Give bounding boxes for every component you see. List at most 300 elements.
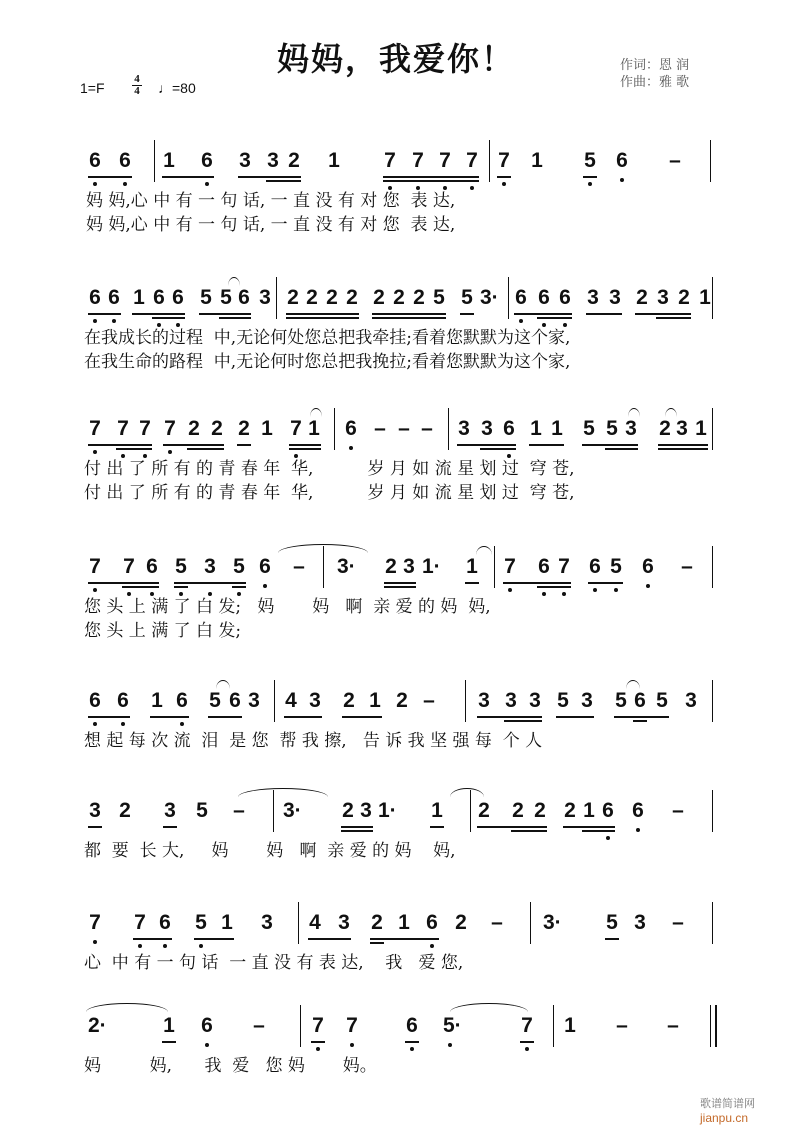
beam-underline: [174, 586, 188, 588]
beam-underline: [187, 448, 224, 450]
note: –: [616, 1014, 628, 1037]
barline: [494, 546, 495, 588]
note: 2: [343, 689, 355, 712]
final-barline-thick: [715, 1005, 717, 1047]
note: 3: [529, 689, 541, 712]
note: 5: [195, 911, 207, 934]
note: 7: [312, 1014, 324, 1037]
note: 2: [306, 286, 318, 309]
note: 3: [338, 911, 350, 934]
note: 3: [164, 799, 176, 822]
note: 3: [478, 689, 490, 712]
beam-underline: [311, 1041, 325, 1043]
lower-octave-dot: [646, 584, 650, 588]
note: 3·: [283, 799, 302, 822]
note: 7: [558, 555, 570, 578]
beam-underline: [383, 180, 479, 182]
barline: [489, 140, 490, 182]
note: 2: [371, 911, 383, 934]
note: 2: [678, 286, 690, 309]
beam-underline: [174, 582, 246, 584]
note: 3: [587, 286, 599, 309]
note: 2: [534, 799, 546, 822]
beam-underline: [582, 830, 615, 832]
note: –: [398, 417, 410, 440]
note: 6: [201, 149, 213, 172]
note: –: [669, 149, 681, 172]
lower-octave-dot: [606, 836, 610, 840]
time-sig-bottom: 4: [132, 85, 142, 97]
note: 6: [259, 555, 271, 578]
beam-underline: [370, 942, 384, 944]
note: 6: [538, 555, 550, 578]
note: 7: [498, 149, 510, 172]
beam-underline: [163, 444, 224, 446]
beam-underline: [341, 830, 373, 832]
note: 6: [89, 286, 101, 309]
beam-underline: [537, 586, 571, 588]
beam-underline: [563, 826, 615, 828]
lyric-line: 在我生命的路程 中,无论何时您总把我挽拉;看着您默默为这个家,: [84, 352, 571, 372]
barline: [465, 680, 466, 722]
note: 5: [433, 286, 445, 309]
note: 5: [196, 799, 208, 822]
note: 2: [393, 286, 405, 309]
beam-underline: [289, 444, 321, 446]
lyric-line: 您 头 上 满 了 白 发; 妈 妈 啊 亲 爱 的 妈 妈,: [84, 597, 491, 617]
note: –: [491, 911, 503, 934]
beam-underline: [605, 448, 638, 450]
beam-underline: [150, 716, 189, 718]
beam-underline: [232, 586, 246, 588]
note: 2: [119, 799, 131, 822]
note: 2: [373, 286, 385, 309]
note: 6: [616, 149, 628, 172]
note: 5: [200, 286, 212, 309]
note: 6: [108, 286, 120, 309]
note: 1: [551, 417, 563, 440]
beam-underline: [537, 317, 572, 319]
barline: [710, 140, 711, 182]
lower-octave-dot: [508, 588, 512, 592]
slur: [216, 680, 230, 689]
note: 2: [512, 799, 524, 822]
tempo-marking: ♩=80: [158, 80, 196, 96]
time-signature: [132, 74, 142, 97]
note: 5: [583, 417, 595, 440]
note: 3: [609, 286, 621, 309]
note: 7: [164, 417, 176, 440]
barline: [274, 680, 275, 722]
beam-underline: [372, 313, 446, 315]
lower-octave-dot: [410, 1047, 414, 1051]
note: 2: [188, 417, 200, 440]
note: 1: [308, 417, 320, 440]
note: 2: [659, 417, 671, 440]
note: 2·: [88, 1014, 107, 1037]
beam-underline: [477, 826, 547, 828]
beam-underline: [88, 826, 102, 828]
beam-underline: [286, 317, 359, 319]
slur: [228, 277, 240, 286]
note: 6: [89, 149, 101, 172]
slur: [238, 788, 328, 797]
note: 1: [564, 1014, 576, 1037]
watermark-en: jianpu.cn: [700, 1111, 749, 1125]
beam-underline: [284, 716, 322, 718]
note: 6: [238, 286, 250, 309]
note: 6: [642, 555, 654, 578]
note: 1: [151, 689, 163, 712]
note: –: [672, 799, 684, 822]
note: 3: [625, 417, 637, 440]
note: 3: [657, 286, 669, 309]
note: –: [423, 689, 435, 712]
note: 6: [172, 286, 184, 309]
barline: [300, 1005, 301, 1047]
beam-underline: [635, 313, 691, 315]
barline: [712, 277, 713, 319]
note: 3: [634, 911, 646, 934]
beam-underline: [286, 313, 359, 315]
note: 5: [220, 286, 232, 309]
note: 2: [288, 149, 300, 172]
beam-underline: [162, 1041, 176, 1043]
beam-underline: [289, 448, 321, 450]
barline: [712, 790, 713, 832]
beam-underline: [465, 582, 479, 584]
lyric-line: 妈 妈, 我 爱 您 妈 妈。: [84, 1056, 377, 1076]
lower-octave-dot: [614, 588, 618, 592]
slur: [476, 546, 492, 555]
note: 5: [615, 689, 627, 712]
beam-underline: [88, 716, 130, 718]
beam-underline: [477, 716, 542, 718]
note: 6: [146, 555, 158, 578]
watermark-cn: 歌谱简谱网: [700, 1097, 755, 1110]
beam-underline: [266, 180, 301, 182]
beam-underline: [162, 176, 214, 178]
slur: [665, 408, 677, 417]
note: 2: [238, 417, 250, 440]
note: 7: [134, 911, 146, 934]
lower-octave-dot: [636, 828, 640, 832]
lower-octave-dot: [620, 178, 624, 182]
note: 1: [163, 1014, 175, 1037]
credits: [620, 57, 689, 91]
lower-octave-dot: [525, 1047, 529, 1051]
lower-octave-dot: [350, 1043, 354, 1047]
lower-octave-dot: [448, 1043, 452, 1047]
beam-underline: [529, 444, 564, 446]
note: 3: [259, 286, 271, 309]
beam-underline: [582, 444, 638, 446]
beam-underline: [152, 317, 185, 319]
barline: [712, 546, 713, 588]
lower-octave-dot: [470, 186, 474, 190]
note: 7: [117, 417, 129, 440]
note: 1: [369, 689, 381, 712]
note: 7: [346, 1014, 358, 1037]
note: –: [233, 799, 245, 822]
beam-underline: [372, 317, 446, 319]
note: 2: [413, 286, 425, 309]
song-title: 妈妈，我爱你！: [276, 40, 515, 78]
note: 6: [117, 689, 129, 712]
beam-underline: [238, 176, 301, 178]
beam-underline: [88, 582, 159, 584]
beam-underline: [383, 176, 479, 178]
beam-underline: [497, 176, 511, 178]
beam-underline: [194, 938, 234, 940]
note: 6: [89, 689, 101, 712]
note: 3: [676, 417, 688, 440]
note: 3·: [543, 911, 562, 934]
note: 5: [233, 555, 245, 578]
barline: [712, 902, 713, 944]
note: 6: [229, 689, 241, 712]
note: 1·: [422, 555, 441, 578]
note: 5: [656, 689, 668, 712]
barline: [530, 902, 531, 944]
lower-octave-dot: [93, 940, 97, 944]
beam-underline: [88, 176, 132, 178]
note: 4: [285, 689, 297, 712]
note: 6: [345, 417, 357, 440]
beam-underline: [163, 826, 177, 828]
barline: [334, 408, 335, 450]
lower-octave-dot: [593, 588, 597, 592]
note: 1: [431, 799, 443, 822]
barline: [712, 680, 713, 722]
lower-octave-dot: [562, 592, 566, 596]
beam-underline: [656, 317, 691, 319]
beam-underline: [405, 1041, 419, 1043]
note: 7: [504, 555, 516, 578]
note: 6: [503, 417, 515, 440]
note: 6: [589, 555, 601, 578]
beam-underline: [480, 448, 516, 450]
note: 6: [538, 286, 550, 309]
note: 1: [133, 286, 145, 309]
lower-octave-dot: [502, 182, 506, 186]
beam-underline: [208, 716, 242, 718]
beam-underline: [460, 313, 474, 315]
beam-underline: [384, 582, 416, 584]
beam-underline: [384, 586, 416, 588]
slur: [86, 1003, 168, 1012]
beam-underline: [614, 716, 669, 718]
note: 3: [685, 689, 697, 712]
note: 1: [163, 149, 175, 172]
barline: [712, 408, 713, 450]
note: 2: [385, 555, 397, 578]
lyric-line: 想 起 每 次 流 泪 是 您 帮 我 擦, 告 诉 我 坚 强 每 个 人: [84, 731, 543, 751]
note: 1·: [378, 799, 397, 822]
note: 5: [209, 689, 221, 712]
lower-octave-dot: [205, 1043, 209, 1047]
barline: [508, 277, 509, 319]
note: 1: [466, 555, 478, 578]
note: 7: [89, 417, 101, 440]
barline: [448, 408, 449, 450]
note: 5·: [443, 1014, 462, 1037]
beam-underline: [514, 313, 572, 315]
composer: 作曲：雅 歌: [620, 75, 690, 90]
note: 6: [632, 799, 644, 822]
beam-underline: [88, 313, 121, 315]
note: 2: [455, 911, 467, 934]
note: 3: [204, 555, 216, 578]
beam-underline: [341, 826, 373, 828]
note: 6: [426, 911, 438, 934]
note: 6: [602, 799, 614, 822]
note: 3: [403, 555, 415, 578]
beam-underline: [583, 176, 597, 178]
slur: [278, 544, 368, 553]
note: 7: [123, 555, 135, 578]
note: 2: [342, 799, 354, 822]
time-sig-top: 4: [134, 73, 140, 85]
beam-underline: [658, 444, 708, 446]
beam-underline: [122, 586, 159, 588]
note: 3: [309, 689, 321, 712]
note: 5: [606, 417, 618, 440]
note: 2: [478, 799, 490, 822]
barline: [298, 902, 299, 944]
note: 3·: [480, 286, 499, 309]
note: 3: [458, 417, 470, 440]
beam-underline: [237, 444, 251, 446]
slur: [628, 408, 640, 417]
note: 3: [360, 799, 372, 822]
note: –: [672, 911, 684, 934]
beam-underline: [511, 830, 547, 832]
note: 5: [461, 286, 473, 309]
beam-underline: [588, 582, 623, 584]
note: 7: [139, 417, 151, 440]
note: 3: [261, 911, 273, 934]
key-signature: 1=F: [80, 80, 105, 96]
note: 2: [211, 417, 223, 440]
note: 2: [564, 799, 576, 822]
note: 1: [398, 911, 410, 934]
beam-underline: [633, 720, 647, 722]
note: 6: [159, 911, 171, 934]
beam-underline: [342, 716, 382, 718]
note: –: [293, 555, 305, 578]
note: 1: [695, 417, 707, 440]
note: 5: [557, 689, 569, 712]
final-barline: [710, 1005, 711, 1047]
lyric-line: 付 出 了 所 有 的 青 春 年 华, 岁 月 如 流 星 划 过 穹 苍,: [84, 459, 575, 479]
note: 7: [89, 555, 101, 578]
note: 6: [176, 689, 188, 712]
note: 2: [396, 689, 408, 712]
slur: [626, 680, 640, 689]
beam-underline: [586, 313, 622, 315]
beam-underline: [457, 444, 516, 446]
beam-underline: [132, 313, 185, 315]
note: 3: [89, 799, 101, 822]
note: 5: [175, 555, 187, 578]
lyric-line: 您 头 上 满 了 白 发;: [84, 621, 242, 641]
note: 3: [481, 417, 493, 440]
lower-octave-dot: [542, 592, 546, 596]
beam-underline: [556, 716, 594, 718]
note: 2: [287, 286, 299, 309]
note: 7: [466, 149, 478, 172]
lyric-line: 在我成长的过程 中,无论何处您总把我牵挂;看着您默默为这个家,: [84, 328, 571, 348]
barline: [154, 140, 155, 182]
note: 2: [636, 286, 648, 309]
lyric-line: 心 中 有 一 句 话 一 直 没 有 表 达, 我 爱 您,: [84, 953, 464, 973]
note: 1: [261, 417, 273, 440]
beam-underline: [658, 448, 708, 450]
beam-underline: [430, 826, 444, 828]
lyric-line: 付 出 了 所 有 的 青 春 年 华, 岁 月 如 流 星 划 过 穹 苍,: [84, 483, 575, 503]
note: –: [374, 417, 386, 440]
note: –: [667, 1014, 679, 1037]
note: 6: [153, 286, 165, 309]
note: 6: [406, 1014, 418, 1037]
note: 3: [581, 689, 593, 712]
note: 5: [606, 911, 618, 934]
note: 1: [531, 149, 543, 172]
note: –: [681, 555, 693, 578]
note: 7: [384, 149, 396, 172]
beam-underline: [504, 720, 542, 722]
note: 1: [221, 911, 233, 934]
beam-underline: [88, 444, 152, 446]
beam-underline: [219, 317, 251, 319]
lyric-line: 妈 妈,心 中 有 一 句 话, 一 直 没 有 对 您 表 达,: [86, 215, 456, 235]
slur: [450, 788, 484, 797]
lyric-line: 都 要 长 大, 妈 妈 啊 亲 爱 的 妈 妈,: [84, 841, 456, 861]
beam-underline: [199, 313, 251, 315]
lyricist: 作词：恩 润: [620, 58, 690, 73]
note: 2: [326, 286, 338, 309]
note: 3: [505, 689, 517, 712]
note: 6: [634, 689, 646, 712]
note: 6: [119, 149, 131, 172]
beam-underline: [116, 448, 152, 450]
note: 4: [309, 911, 321, 934]
barline: [553, 1005, 554, 1047]
note: 1: [530, 417, 542, 440]
note: 6: [559, 286, 571, 309]
barline: [276, 277, 277, 319]
beam-underline: [370, 938, 439, 940]
note: 5: [584, 149, 596, 172]
note: 3: [239, 149, 251, 172]
note: 6: [515, 286, 527, 309]
note: 2: [346, 286, 358, 309]
note: 7: [412, 149, 424, 172]
lyric-line: 妈 妈,心 中 有 一 句 话, 一 直 没 有 对 您 表 达,: [86, 191, 456, 211]
beam-underline: [605, 938, 619, 940]
beam-underline: [133, 938, 172, 940]
beam-underline: [520, 1041, 534, 1043]
note: 7: [290, 417, 302, 440]
beam-underline: [503, 582, 571, 584]
note: 5: [610, 555, 622, 578]
note: 7: [89, 911, 101, 934]
lower-octave-dot: [588, 182, 592, 186]
slur: [450, 1003, 528, 1012]
note: 1: [328, 149, 340, 172]
note: 7: [439, 149, 451, 172]
